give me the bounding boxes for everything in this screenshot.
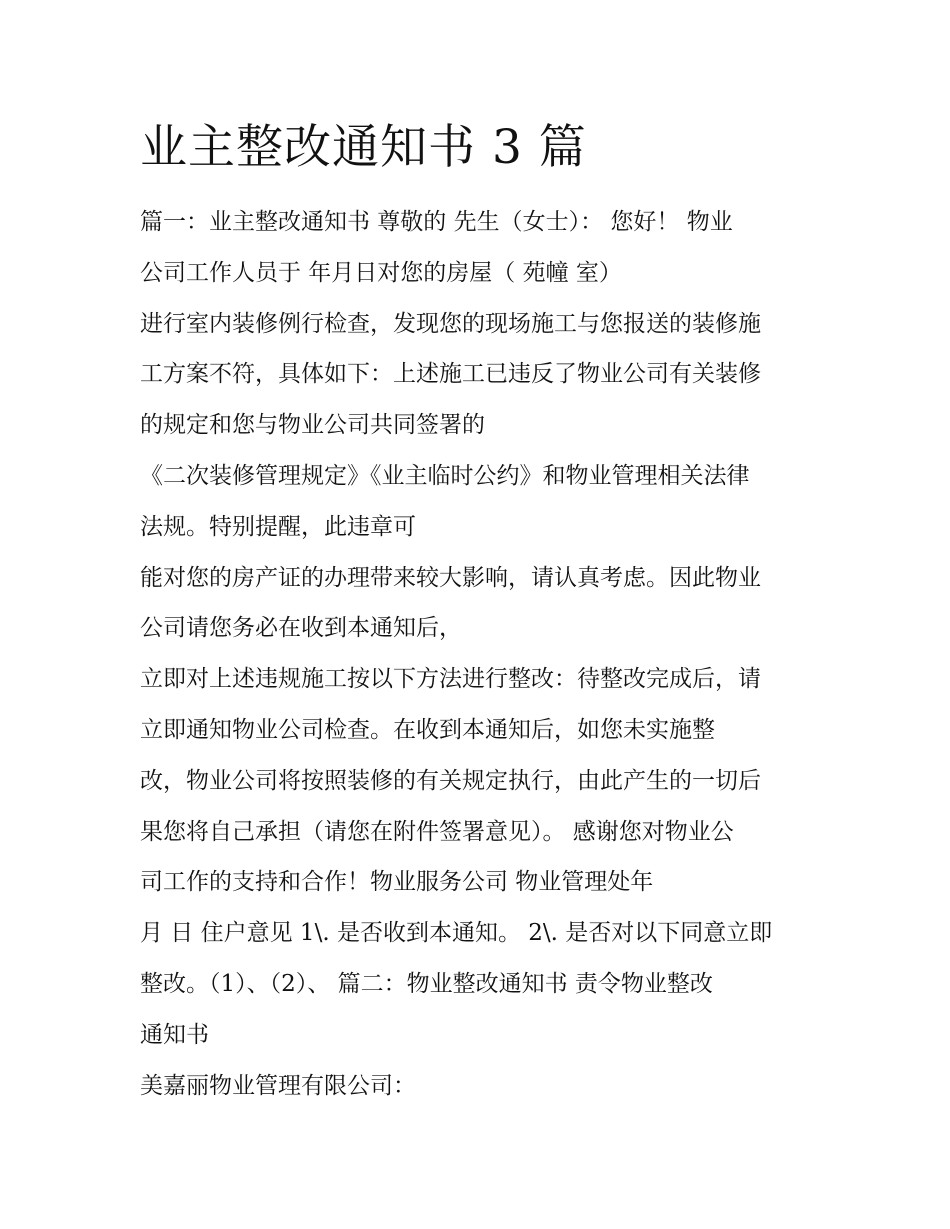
body-line-5: 的规定和您与物业公司共同签署的	[140, 412, 485, 439]
body-line-13: 果您将自己承担（请您在附件签署意见）。 感谢您对物业公	[140, 818, 734, 845]
body-line-18: 美嘉丽物业管理有限公司：	[140, 1072, 416, 1099]
body-line-8: 能对您的房产证的办理带来较大影响，请认真考虑。因此物业	[140, 564, 761, 591]
body-line-6: 《二次装修管理规定》《业主临时公约》和物业管理相关法律	[140, 462, 750, 489]
body-line-11: 立即通知物业公司检查。在收到本通知后，如您未实施整	[140, 716, 715, 743]
body-line-1: 篇一：业主整改通知书 尊敬的 先生（女士）： 您好！ 物业	[140, 209, 733, 235]
document-body	[140, 197, 830, 1111]
body-line-14: 司工作的支持和合作！物业服务公司 物业管理处年	[140, 869, 654, 896]
body-line-4: 工方案不符，具体如下：上述施工已违反了物业公司有关装修	[140, 361, 761, 388]
body-line-2: 公司工作人员于 年月日对您的房屋（ 苑幢 室）	[140, 259, 622, 286]
body-line-10: 立即对上述违规施工按以下方法进行整改：待整改完成后，请	[140, 666, 761, 693]
body-line-15: 月 日 住户意见 1\. 是否收到本通知。 2\. 是否对以下同意立即	[140, 920, 773, 947]
body-line-12: 改，物业公司将按照装修的有关规定执行，由此产生的一切后	[140, 767, 761, 794]
body-line-3: 进行室内装修例行检查，发现您的现场施工与您报送的装修施	[140, 310, 761, 337]
body-line-7: 法规。特别提醒，此违章可	[140, 513, 416, 540]
body-line-9: 公司请您务必在收到本通知后，	[140, 615, 462, 642]
body-line-16: 整改。（1）、（2）、 篇二：物业整改通知书 责令物业整改	[140, 970, 713, 997]
document-title: 业主整改通知书 3 篇	[140, 120, 587, 175]
body-line-17: 通知书	[140, 1021, 209, 1048]
